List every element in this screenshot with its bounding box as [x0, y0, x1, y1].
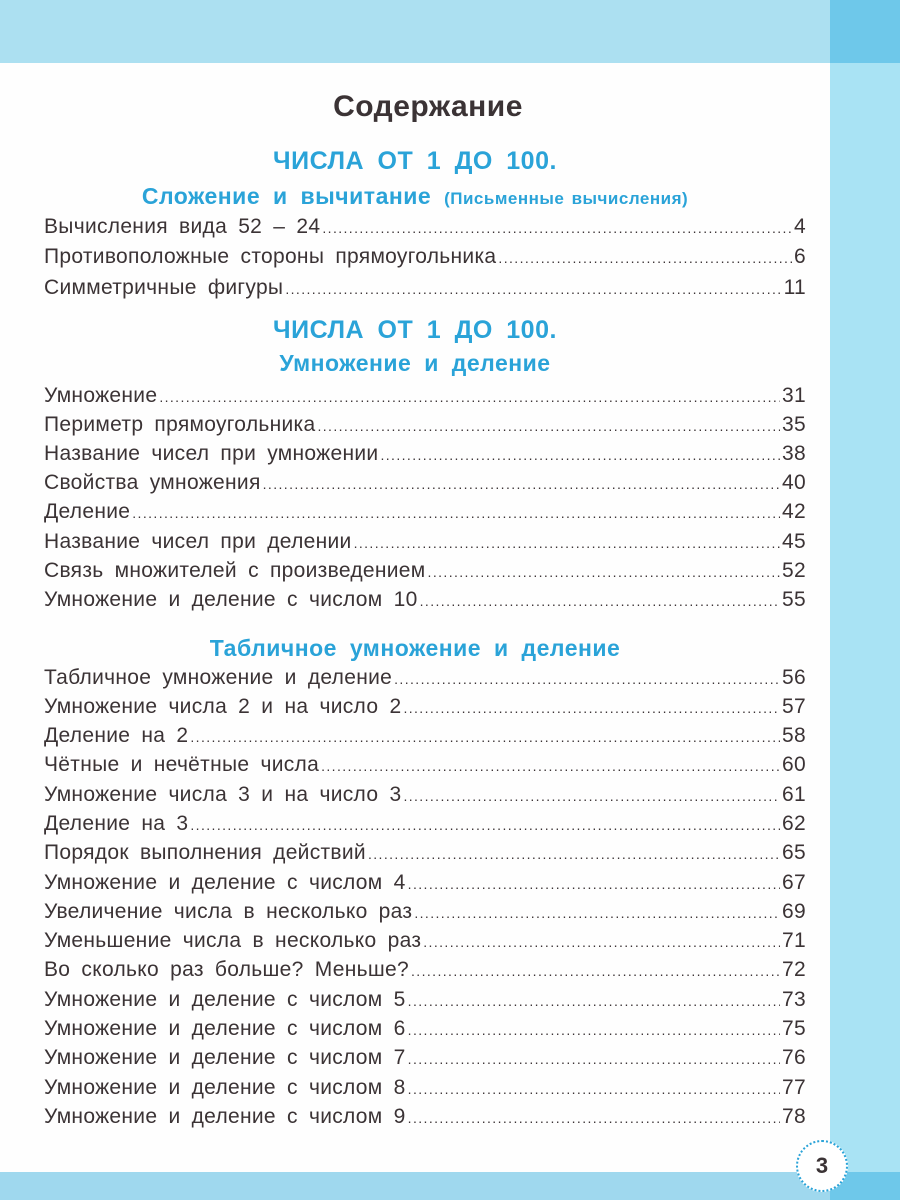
dot-leader	[414, 905, 780, 921]
toc-entry-label: Умножение и деление с числом 8	[44, 1076, 406, 1099]
dot-leader	[394, 671, 780, 687]
toc-entry-label: Умножение числа 2 и на число 2	[44, 695, 402, 718]
toc-entry[interactable]	[44, 588, 806, 614]
toc-entry[interactable]	[44, 413, 806, 439]
toc-entry[interactable]	[44, 666, 806, 692]
dot-leader	[408, 1110, 780, 1126]
dot-leader	[317, 418, 780, 434]
toc-entry[interactable]	[44, 559, 806, 585]
page-title: Содержание	[333, 90, 523, 123]
toc-entry-label: Увеличение числа в несколько раз	[44, 900, 413, 923]
page-number-badge: 3	[796, 1140, 848, 1192]
toc-entry-page: 60	[782, 753, 806, 776]
dot-leader	[321, 758, 780, 774]
toc-entry-page: 31	[782, 384, 806, 407]
section-1-subheading-note: (Письменные вычисления)	[444, 189, 689, 208]
toc-entry-label: Свойства умножения	[44, 471, 261, 494]
toc-entry[interactable]	[44, 1076, 806, 1102]
dot-leader	[408, 993, 780, 1009]
toc-entry-page: 71	[782, 929, 806, 952]
toc-entry-label: Деление на 3	[44, 812, 189, 835]
toc-entry[interactable]	[44, 530, 806, 556]
dot-leader	[190, 817, 780, 833]
toc-entry-page: 72	[782, 958, 806, 981]
section-2-subheading: Умножение и деление	[279, 350, 551, 376]
toc-entry[interactable]	[44, 929, 806, 955]
toc-entry[interactable]	[44, 812, 806, 838]
dot-leader	[403, 700, 780, 716]
toc-entry-label: Во сколько раз больше? Меньше?	[44, 958, 410, 981]
dot-leader	[408, 1051, 780, 1067]
dot-leader	[285, 281, 781, 297]
dot-leader	[411, 963, 780, 979]
toc-entry-page: 52	[782, 559, 806, 582]
toc-entry-page: 75	[782, 1017, 806, 1040]
toc-entry[interactable]	[44, 471, 806, 497]
toc-entry-label: Связь множителей с произведением	[44, 559, 426, 582]
toc-entry[interactable]	[44, 1017, 806, 1043]
toc-entry-label: Умножение	[44, 384, 158, 407]
right-decorative-strip	[830, 63, 900, 1200]
toc-entry[interactable]	[44, 500, 806, 526]
toc-entry[interactable]	[44, 900, 806, 926]
dot-leader	[132, 505, 780, 521]
section-2-heading: ЧИСЛА ОТ 1 ДО 100.	[273, 316, 557, 344]
section-1-heading: ЧИСЛА ОТ 1 ДО 100.	[273, 147, 557, 175]
top-decorative-band	[0, 0, 830, 63]
toc-entry[interactable]	[44, 988, 806, 1014]
section-3-heading: Табличное умножение и деление	[209, 635, 621, 661]
toc-entry-label: Умножение и деление с числом 5	[44, 988, 406, 1011]
toc-entry[interactable]	[44, 783, 806, 809]
toc-entry-label: Деление	[44, 500, 131, 523]
section-1-subheading	[0, 183, 830, 210]
dot-leader	[159, 389, 780, 405]
toc-entry-label: Порядок выполнения действий	[44, 841, 366, 864]
toc-entry-label: Вычисления вида 52 – 24	[44, 215, 321, 238]
toc-entry[interactable]	[44, 1046, 806, 1072]
toc-entry-page: 78	[782, 1105, 806, 1128]
toc-entry-page: 40	[782, 471, 806, 494]
bottom-decorative-band	[0, 1172, 830, 1200]
toc-entry[interactable]	[44, 695, 806, 721]
toc-entry-page: 56	[782, 666, 806, 689]
toc-entry[interactable]	[44, 1105, 806, 1131]
toc-entry-label: Умножение и деление с числом 6	[44, 1017, 406, 1040]
toc-entry-label: Умножение и деление с числом 10	[44, 588, 418, 611]
toc-entry-page: 69	[782, 900, 806, 923]
dot-leader	[190, 729, 780, 745]
toc-entry-label: Умножение числа 3 и на число 3	[44, 783, 402, 806]
toc-entry[interactable]	[44, 871, 806, 897]
toc-entry-page: 55	[782, 588, 806, 611]
toc-entry[interactable]	[44, 442, 806, 468]
dot-leader	[368, 846, 780, 862]
toc-entry-label: Симметричные фигуры	[44, 276, 284, 299]
toc-entry-page: 77	[782, 1076, 806, 1099]
dot-leader	[354, 535, 780, 551]
toc-entry-label: Умножение и деление с числом 9	[44, 1105, 406, 1128]
toc-entry-page: 35	[782, 413, 806, 436]
toc-entry-label: Чётные и нечётные числа	[44, 753, 320, 776]
toc-entry-page: 11	[783, 276, 806, 299]
toc-entry[interactable]	[44, 276, 806, 302]
toc-entry-page: 38	[782, 442, 806, 465]
toc-entry-page: 67	[782, 871, 806, 894]
toc-entry-page: 76	[782, 1046, 806, 1069]
toc-entry[interactable]	[44, 958, 806, 984]
dot-leader	[403, 788, 780, 804]
toc-entry-label: Деление на 2	[44, 724, 189, 747]
toc-entry-label: Уменьшение числа в несколько раз	[44, 929, 422, 952]
toc-entry-label: Умножение и деление с числом 4	[44, 871, 406, 894]
toc-entry-page: 61	[782, 783, 806, 806]
toc-entry-label: Периметр прямоугольника	[44, 413, 316, 436]
dot-leader	[408, 1081, 780, 1097]
toc-entry-page: 4	[794, 215, 806, 238]
toc-entry-label: Табличное умножение и деление	[44, 666, 393, 689]
dot-leader	[408, 1022, 780, 1038]
dot-leader	[420, 593, 780, 609]
toc-entry-page: 57	[782, 695, 806, 718]
toc-entry[interactable]	[44, 841, 806, 867]
toc-entry-label: Умножение и деление с числом 7	[44, 1046, 406, 1069]
dot-leader	[408, 876, 780, 892]
toc-entry-page: 42	[782, 500, 806, 523]
toc-entry-page: 6	[794, 245, 806, 268]
dot-leader	[423, 934, 780, 950]
toc-entry[interactable]	[44, 724, 806, 750]
toc-entry-label: Противоположные стороны прямоугольника	[44, 245, 497, 268]
toc-entry-label: Название чисел при делении	[44, 530, 352, 553]
dot-leader	[380, 447, 780, 463]
toc-entry-page: 73	[782, 988, 806, 1011]
toc-entry[interactable]	[44, 753, 806, 779]
toc-entry-page: 62	[782, 812, 806, 835]
dot-leader	[498, 250, 792, 266]
toc-entry-page: 58	[782, 724, 806, 747]
top-corner-block	[830, 0, 900, 63]
section-1-subheading-main: Сложение и вычитание	[141, 183, 432, 209]
toc-entry[interactable]	[44, 384, 806, 410]
toc-entry-page: 65	[782, 841, 806, 864]
toc-entry[interactable]	[44, 215, 806, 241]
toc-entry-page: 45	[782, 530, 806, 553]
dot-leader	[322, 220, 792, 236]
dot-leader	[263, 476, 780, 492]
dot-leader	[428, 564, 781, 580]
toc-entry-label: Название чисел при умножении	[44, 442, 379, 465]
toc-entry[interactable]	[44, 245, 806, 271]
